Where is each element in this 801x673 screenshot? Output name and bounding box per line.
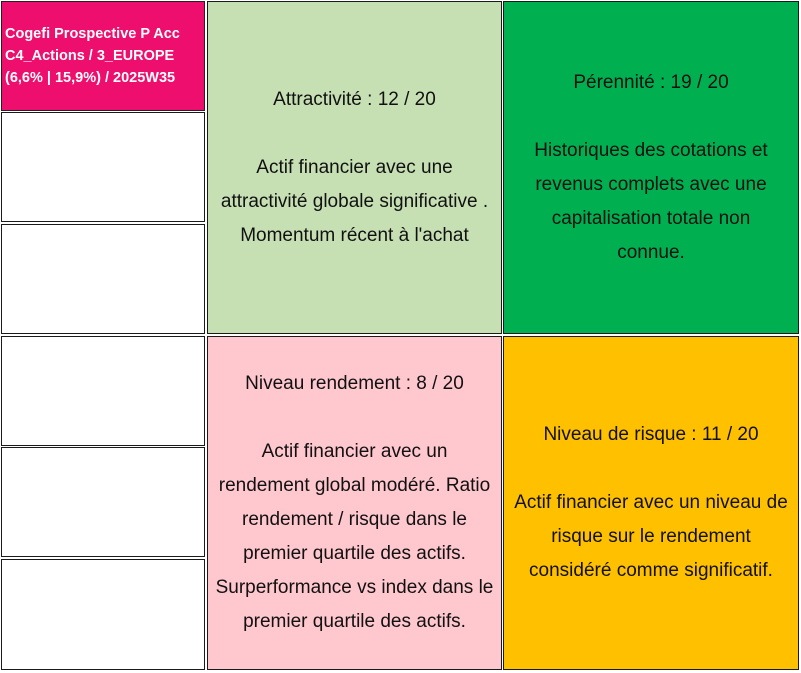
blank-cell-2 xyxy=(1,224,205,334)
attractivite-panel xyxy=(207,1,502,334)
risque-panel xyxy=(503,336,799,670)
rendement-line: rendement global modéré. Ratio xyxy=(218,475,491,496)
blank-cell-5 xyxy=(1,559,205,670)
rendement-line: Actif financier avec un xyxy=(261,441,448,462)
blank-cell-4 xyxy=(1,447,205,557)
risque-line: considéré comme significatif. xyxy=(529,560,773,581)
perennite-title: Pérennité : 19 / 20 xyxy=(573,71,729,93)
blank-cell-3 xyxy=(1,336,205,446)
blank-cell-1 xyxy=(1,112,205,222)
rendement-line: premier quartile des actifs. xyxy=(243,543,466,564)
fund-category: C4_Actions / 3_EUROPE xyxy=(5,48,175,64)
rendement-title: Niveau rendement : 8 / 20 xyxy=(245,373,464,394)
perennite-line: connue. xyxy=(617,241,685,263)
perennite-line: capitalisation totale non xyxy=(551,207,751,229)
risque-line: risque sur le rendement xyxy=(551,526,751,547)
rendement-panel xyxy=(207,336,502,670)
attractivite-line: attractivité globale significative . xyxy=(220,190,489,212)
perennite-line: Historiques des cotations et xyxy=(534,139,768,161)
perennite-line: revenus complets avec une xyxy=(535,173,767,195)
risque-line: Actif financier avec un niveau de xyxy=(514,492,788,513)
fund-name: Cogefi Prospective P Acc xyxy=(5,26,180,42)
fund-header xyxy=(1,1,205,111)
perennite-panel xyxy=(503,1,799,334)
attractivite-line: Momentum récent à l'achat xyxy=(240,224,469,246)
rendement-line: premier quartile des actifs. xyxy=(243,611,466,632)
rendement-line: rendement / risque dans le xyxy=(242,509,467,530)
attractivite-line: Actif financier avec une xyxy=(256,156,453,178)
attractivite-title: Attractivité : 12 / 20 xyxy=(273,88,436,110)
fund-stats: (6,6% | 15,9%) / 2025W35 xyxy=(5,70,176,86)
rendement-line: Surperformance vs index dans le xyxy=(215,577,494,598)
risque-title: Niveau de risque : 11 / 20 xyxy=(543,424,759,445)
